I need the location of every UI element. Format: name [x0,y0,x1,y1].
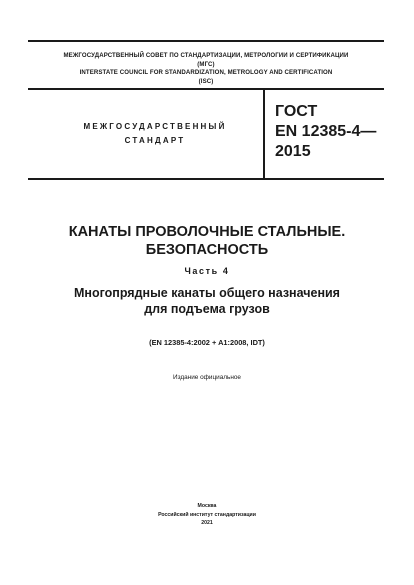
publisher-imprint [30,502,384,528]
standard-block-top-rule [28,88,384,90]
imprint-city: Москва [197,503,217,509]
subtitle-line1: Многопрядные канаты общего назначения [74,286,340,300]
imprint-year: 2021 [201,520,213,527]
header-top-rule [28,40,384,42]
standard-label-line1: МЕЖГОСУДАРСТВЕННЫЙ [83,122,227,131]
council-abbr-ru: (МГС) [197,60,215,68]
gost-number: EN 12385-4— [275,123,377,140]
standard-label-line2: СТАНДАРТ [124,136,186,145]
part-number: Часть 4 [184,266,230,276]
title-line2: БЕЗОПАСНОСТЬ [145,242,269,258]
standard-block-divider [263,90,265,178]
standard-block-bottom-rule [28,178,384,180]
subtitle-line2: для подъема грузов [144,302,270,316]
imprint-publisher: Российский институт стандартизации [158,511,256,518]
council-header [30,52,382,87]
en-reference: (EN 12385-4:2002 + A1:2008, IDT) [149,338,265,347]
council-name-en: INTERSTATE COUNCIL FOR STANDARDIZATION, METROLOGY AND CERTIFICATION [79,69,333,77]
gost-label: ГОСТ [275,103,318,120]
document-title [30,223,384,259]
gost-year: 2015 [275,143,311,160]
council-abbr-en: (ISC) [198,78,214,86]
title-line1: КАНАТЫ ПРОВОЛОЧНЫЕ СТАЛЬНЫЕ. [68,224,346,240]
gost-designation [275,102,376,162]
council-name-ru: МЕЖГОСУДАРСТВЕННЫЙ СОВЕТ ПО СТАНДАРТИЗАЦИИ, МЕТРОЛОГИИ И СЕРТИФИКАЦИИ [63,52,349,59]
document-subtitle [30,285,384,317]
interstate-standard-label [62,120,248,148]
official-edition-label: Издание официальное [173,374,241,381]
